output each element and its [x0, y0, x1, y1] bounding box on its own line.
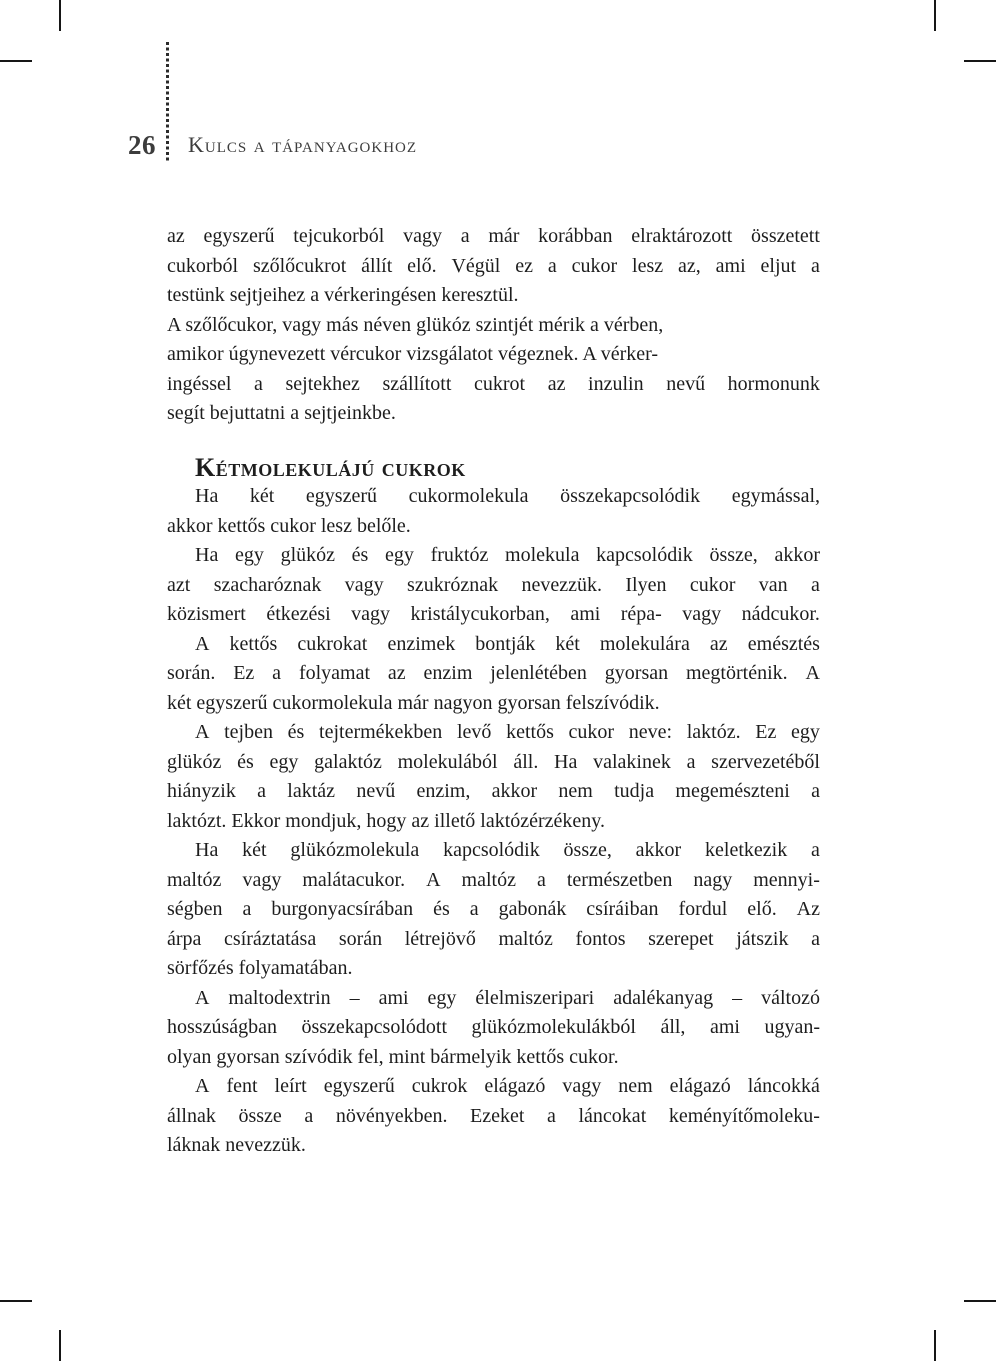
text-line: A maltodextrin – ami egy élelmiszeripari adalékanyag – változó: [195, 986, 820, 1009]
text-line: cukorból szőlőcukrot állít elő. Végül ez a cukor lesz az, ami eljut a: [167, 254, 820, 277]
text-line: hosszúságban összekapcsolódott glükózmolekulákból áll, ami ugyan-: [167, 1016, 820, 1038]
crop-mark-top-left-horizontal: [0, 60, 32, 62]
paragraph: [167, 1072, 820, 1161]
text-line: segít bejuttatni a sejtjeinkbe.: [167, 402, 396, 424]
crop-mark-bottom-right-horizontal: [964, 1300, 996, 1302]
crop-mark-top-left-vertical: [59, 0, 61, 31]
text-column: [167, 222, 820, 1161]
text-line: testünk sejtjeihez a vérkeringésen keresztül.: [167, 284, 519, 306]
text-line: olyan gyorsan szívódik fel, mint bármelyik kettős cukor.: [167, 1045, 619, 1068]
text-line: azt szacharóznak vagy szukróznak nevezzük. Ilyen cukor van a: [167, 573, 820, 596]
paragraph: [167, 482, 820, 541]
crop-mark-bottom-left-vertical: [59, 1330, 61, 1361]
text-line: két egyszerű cukormolekula már nagyon gyorsan felszívódik.: [167, 691, 660, 714]
text-line: A tejben és tejtermékekben levő kettős cukor neve: laktóz. Ez egy: [195, 721, 820, 743]
paragraph: [167, 630, 820, 719]
intro-paragraph-block: [167, 222, 820, 429]
text-line: az egyszerű tejcukorból vagy a már korábban elraktározott összetett: [167, 225, 820, 247]
text-line: A fent leírt egyszerű cukrok elágazó vagy nem elágazó láncokká: [195, 1075, 820, 1097]
text-line: A kettős cukrokat enzimek bontják két molekulára az emésztés: [195, 632, 820, 655]
text-line: A szőlőcukor, vagy más néven glükóz szintjét mérik a vérben,: [167, 313, 664, 336]
paragraph: [167, 984, 820, 1073]
section-heading: Kétmolekulájú cukrok: [195, 452, 466, 482]
paragraph-block: [167, 482, 820, 1161]
text-line: glükóz és egy galaktóz molekulából áll. Ha valakinek a szervezetéből: [167, 750, 820, 773]
paragraph: [167, 836, 820, 984]
text-line: Ha két glükózmolekula kapcsolódik össze, akkor keletkezik a: [195, 839, 820, 861]
dotted-vertical-rule: [166, 42, 169, 163]
text-line: során. Ez a folyamat az enzim jelenlétében gyorsan megtörténik. A: [167, 662, 820, 684]
text-line: közismert étkezési vagy kristálycukorban, ami répa- vagy nádcukor.: [167, 603, 820, 625]
paragraph: [167, 541, 820, 630]
text-line: árpa csíráztatása során létrejövő maltóz fontos szerepet játszik a: [167, 927, 820, 950]
text-line: laktózt. Ekkor mondjuk, hogy az illető laktózérzékeny.: [167, 809, 606, 832]
crop-mark-bottom-left-horizontal: [0, 1300, 32, 1302]
crop-mark-top-right-vertical: [934, 0, 936, 31]
text-line: láknak nevezzük.: [167, 1134, 306, 1156]
text-line: ingéssel a sejtekhez szállított cukrot az inzulin nevű hormonunk: [167, 372, 820, 395]
page-number: 26: [128, 130, 156, 160]
text-line: állnak össze a növényekben. Ezeket a láncokat keményítőmoleku-: [167, 1104, 820, 1127]
text-line: sörfőzés folyamatában.: [167, 957, 353, 979]
crop-mark-bottom-right-vertical: [934, 1330, 936, 1361]
paragraph: [167, 718, 820, 836]
running-head-title: Kulcs a tápanyagokhoz: [188, 132, 418, 157]
text-line: Ha egy glükóz és egy fruktóz molekula kapcsolódik össze, akkor: [195, 544, 820, 566]
crop-mark-top-right-horizontal: [964, 60, 996, 62]
text-line: akkor kettős cukor lesz belőle.: [167, 514, 411, 537]
text-line: amikor úgynevezett vércukor vizsgálatot végeznek. A vérker-: [167, 343, 659, 365]
text-line: hiányzik a laktáz nevű enzim, akkor nem tudja megemészteni a: [167, 780, 820, 802]
text-line: ségben a burgonyacsírában és a gabonák csíráiban fordul elő. Az: [167, 898, 820, 920]
text-line: Ha két egyszerű cukormolekula összekapcsolódik egymással,: [195, 485, 820, 507]
text-line: maltóz vagy malátacukor. A maltóz a természetben nagy mennyi-: [167, 868, 820, 891]
